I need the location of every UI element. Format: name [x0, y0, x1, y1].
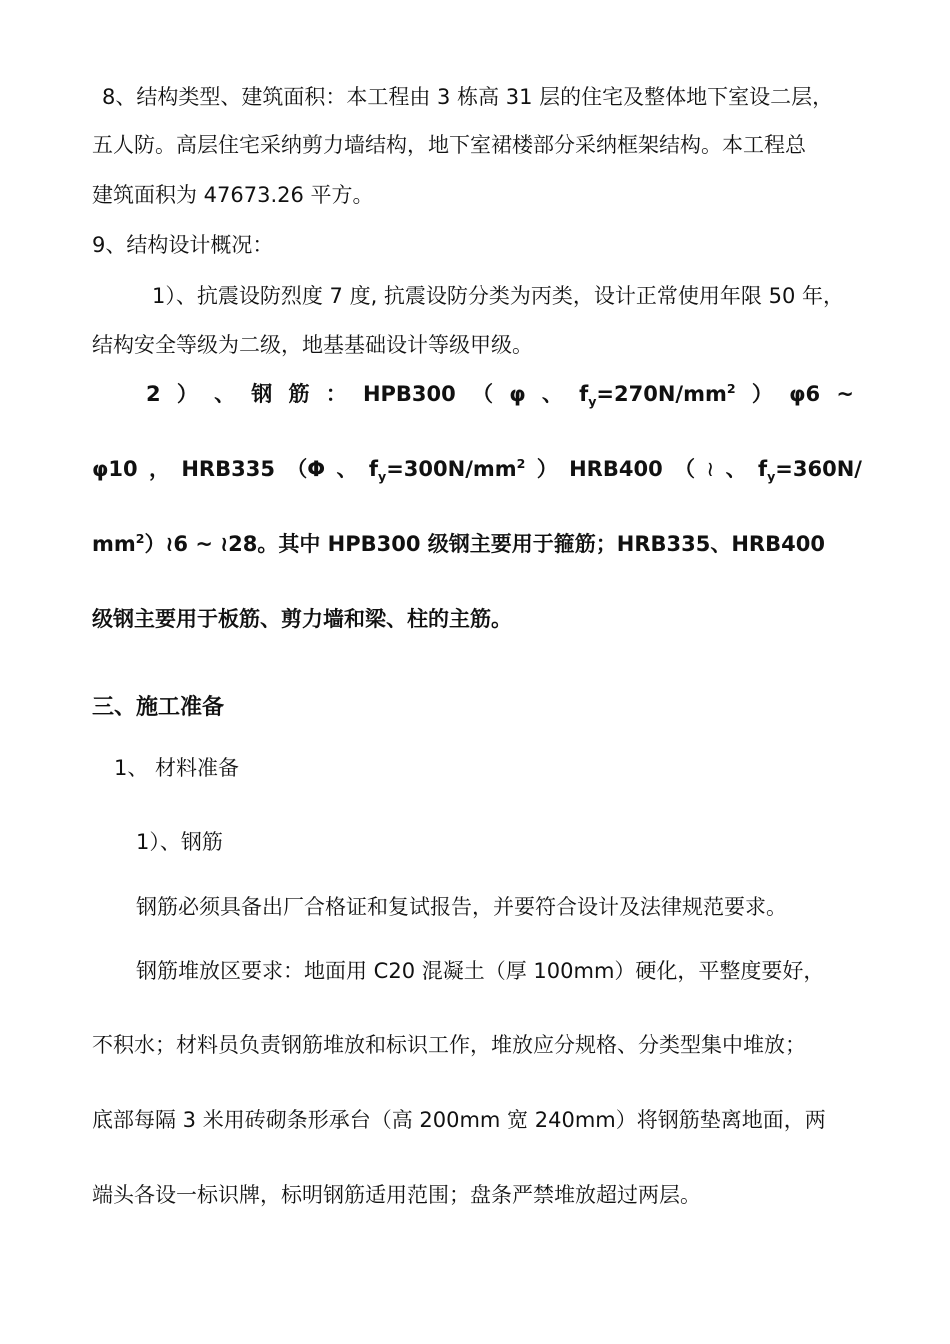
section-heading-construction-prep: 三、施工准备	[92, 695, 225, 720]
steel-spec-line3: $mm^2)≀6$ ~ ≀28。其中 HPB300 级钢主要用于箍筋；HRB335、HRB400	[92, 531, 825, 556]
yield-strength: $f_y=300N/mm^2$	[368, 456, 526, 485]
steel-spec-token: ）	[536, 457, 558, 481]
item8-line1: 8、结构类型、建筑面积：本工程由 3 栋高 31 层的住宅及整体地下室设二层，	[102, 85, 834, 109]
steel-spec-token: 钢	[251, 382, 273, 406]
steel-grade-hrb400: HRB400	[569, 457, 663, 481]
steel-spec-token: 、	[541, 382, 563, 406]
item8-line2: 五人防。高层住宅采纳剪力墙结构，地下室裙楼部分采纳框架结构。本工程总	[92, 133, 806, 157]
rebar-subtitle: 1）、钢筋	[136, 830, 223, 854]
steel-spec-token: ：	[325, 382, 347, 406]
steel-spec-token: ，	[149, 457, 170, 481]
steel-spec-token: （Φ	[286, 457, 326, 481]
rebar-storage-line1: 钢筋堆放区要求：地面用 C20 混凝土（厚 100mm）硬化，平整度要好，	[136, 959, 825, 983]
rebar-storage-line3: 底部每隔 3 米用砖砌条形承台（高 200mm 宽 240mm）将钢筋垫离地面，两	[92, 1108, 826, 1132]
material-prep-title: 1、 材料准备	[114, 756, 240, 780]
steel-spec-token: ≀	[706, 457, 715, 481]
steel-spec-token: 、	[214, 382, 236, 406]
steel-spec-token: （	[674, 457, 696, 481]
steel-spec-token: 筋	[288, 382, 310, 406]
item8-line3: 建筑面积为 47673.26 平方。	[92, 183, 374, 207]
steel-spec-token: φ6	[789, 382, 821, 406]
item9-sub1-line2: 结构安全等级为二级，地基基础设计等级甲级。	[92, 333, 533, 357]
steel-spec-token: ）	[144, 532, 166, 556]
steel-spec-token: φ	[509, 382, 526, 406]
steel-spec-line1	[146, 379, 854, 409]
item9-sub1-line1: 1）、抗震设防烈度 7 度, 抗震设防分类为丙类，设计正常使用年限 50 年，	[152, 284, 844, 308]
steel-spec-line2	[92, 454, 862, 484]
rebar-storage-line2: 不积水；材料员负责钢筋堆放和标识工作，堆放应分规格、分类型集中堆放；	[92, 1033, 806, 1057]
rebar-paragraph-1: 钢筋必须具备出厂合格证和复试报告，并要符合设计及法律规范要求。	[136, 895, 787, 919]
steel-spec-token: （	[471, 382, 493, 406]
yield-strength: $f_y=360N/$	[757, 457, 862, 485]
yield-strength: $f_y=270N/mm^2$	[579, 381, 736, 410]
steel-spec-token: ）	[751, 382, 773, 406]
steel-grade-hpb300: HPB300	[362, 382, 456, 406]
steel-spec-token: 、	[725, 457, 747, 481]
steel-spec-token: φ10	[92, 457, 138, 481]
steel-spec-token: 2	[146, 382, 161, 406]
rebar-storage-line4: 端头各设一标识牌，标明钢筋适用范围；盘条严禁堆放超过两层。	[92, 1183, 701, 1207]
steel-grade-hrb335: HRB335	[181, 457, 275, 481]
steel-spec-token: ）	[176, 382, 198, 406]
steel-spec-usage: ≀6 ~ ≀28。其中 HPB300 级钢主要用于箍筋；HRB335、HRB400	[165, 532, 825, 556]
steel-spec-token: ~	[836, 382, 854, 406]
item9-title: 9、结构设计概况：	[92, 233, 274, 257]
steel-spec-token: 、	[336, 457, 358, 481]
steel-spec-token: mm	[92, 532, 136, 556]
steel-spec-line4: 级钢主要用于板筋、剪力墙和梁、柱的主筋。	[92, 607, 512, 631]
